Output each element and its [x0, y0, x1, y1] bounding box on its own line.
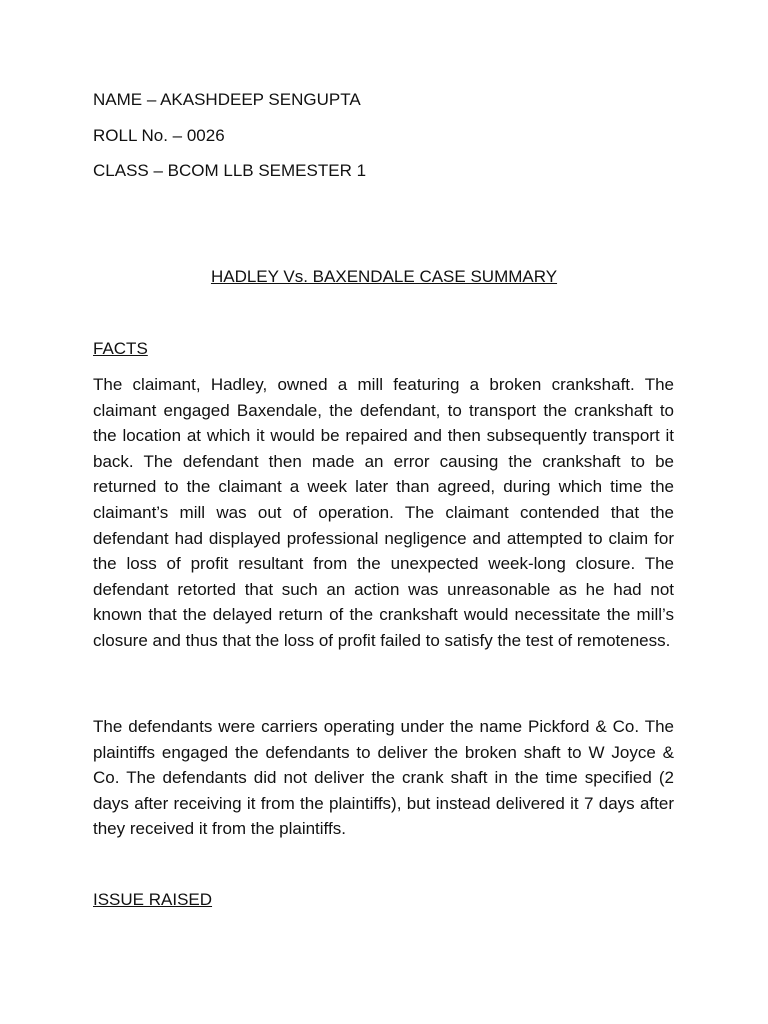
student-name: NAME – AKASHDEEP SENGUPTA	[93, 90, 361, 109]
issue-raised-heading: ISSUE RAISED	[93, 890, 213, 909]
facts-heading: FACTS	[93, 339, 148, 358]
facts-paragraph-2: The defendants were carriers operating under the name Pickford & Co. The plaintiffs engaged the defendants to deliver the broken shaft to W Joyce & Co. The defendants did not deliver the crank shaft in the time specified (2 days after receiving it from the plaintiffs), but instead delivered it 7 days after they received it from the plaintiffs.	[93, 717, 674, 839]
class-info: CLASS – BCOM LLB SEMESTER 1	[93, 161, 367, 180]
facts-paragraph-1: The claimant, Hadley, owned a mill featuring a broken crankshaft. The claimant engaged Baxendale, the defendant, to transport the crankshaft to the location at which it would be repaired and then subsequently transport it back. The defendant then made an error causing the crankshaft to be returned to the claimant a week later than agreed, during which time the claimant’s mill was out of operation. The claimant contended that the defendant had displayed professional negligence and attempted to claim for the loss of profit resultant from the unexpected week-long closure. The defendant retorted that such an action was unreasonable as he had not known that the delayed return of the crankshaft would necessitate the mill’s closure and thus that the loss of profit failed to satisfy the test of remoteness.	[93, 375, 674, 650]
roll-number: ROLL No. – 0026	[93, 125, 225, 145]
student-details	[93, 88, 693, 195]
document-title: HADLEY Vs. BAXENDALE CASE SUMMARY	[210, 267, 558, 286]
